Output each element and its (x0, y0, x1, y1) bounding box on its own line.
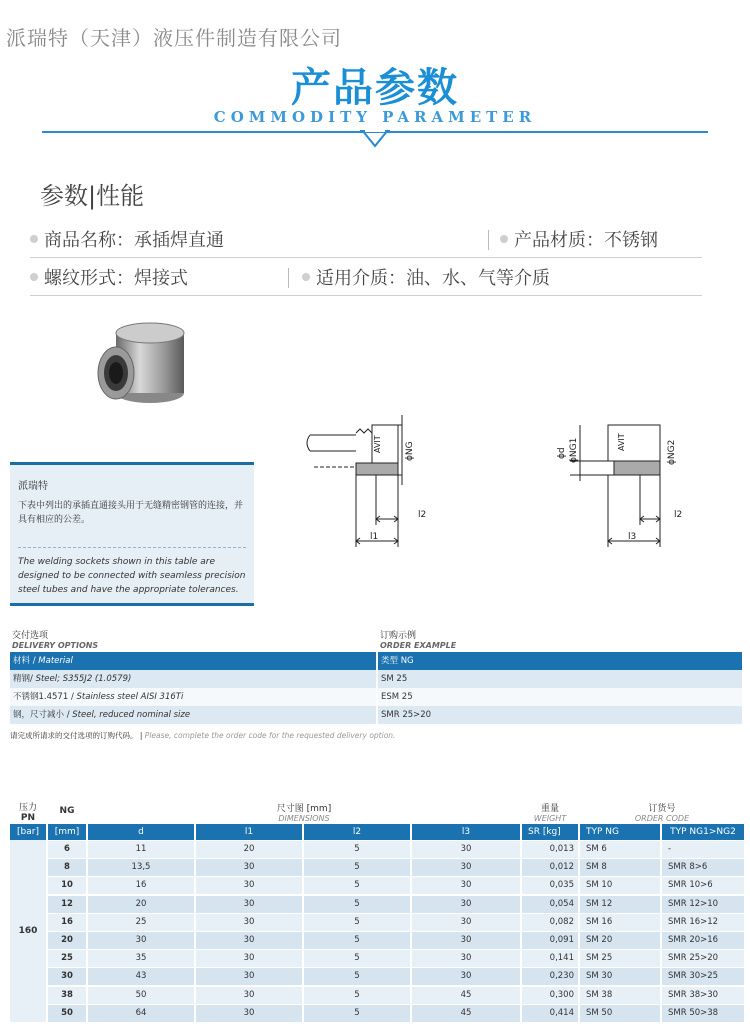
bullet-icon (30, 235, 38, 243)
l1-label: l1 (370, 532, 379, 542)
ng1-label: ϕNG1 (569, 437, 579, 463)
table-cell: 0,414 (522, 1005, 578, 1022)
order-note: 请完成所请求的交付选项的订购代码。 | Please, complete the order code for the requested delivery option. (10, 731, 396, 740)
table-cell: 50 (48, 1005, 86, 1022)
column-header: TYP NG1>NG2 (662, 824, 744, 840)
table-cell: 45 (412, 987, 520, 1004)
table-cell: 5 (304, 841, 410, 858)
table-cell: SM 30 (580, 968, 660, 985)
table-cell: 30 (412, 859, 520, 876)
option-row: 钢，尺寸减小 / Steel, reduced nominal size SMR 25>20 (10, 706, 742, 724)
table-cell: 30 (196, 950, 302, 967)
column-header: [mm] (48, 824, 86, 840)
table-cell: 30 (196, 968, 302, 985)
option-row: 材料 / Material 类型 NG (10, 652, 742, 670)
table-cell: 25 (88, 914, 194, 931)
table-cell: SMR 25>20 (662, 950, 744, 967)
table-cell: 10 (48, 877, 86, 894)
table-cell: 5 (304, 896, 410, 913)
table-cell: 25 (48, 950, 86, 967)
table-cell: 16 (88, 877, 194, 894)
table-cell: 0,091 (522, 932, 578, 949)
table-cell: 5 (304, 1005, 410, 1022)
table-cell: 30 (196, 896, 302, 913)
pn-value: 160 (10, 840, 46, 1022)
page-subtitle: COMMODITY PARAMETER (213, 108, 537, 126)
table-cell: SM 20 (580, 932, 660, 949)
table-cell: 30 (196, 932, 302, 949)
table-cell: 5 (304, 859, 410, 876)
attribute-thread: 螺纹形式：焊接式 (30, 264, 188, 290)
separator (288, 268, 289, 288)
table-cell: 30 (196, 877, 302, 894)
table-cell: 0,300 (522, 987, 578, 1004)
product-photo (80, 318, 190, 408)
weight-header: 重量 WEIGHT (533, 804, 567, 823)
info-text-cn: 下表中列出的承插直通接头用于无缝精密钢管的连接，并具有相应的公差。 (18, 501, 244, 525)
order-example-heading: 订购示例 ORDER EXAMPLE (380, 631, 457, 650)
table-cell: 20 (48, 932, 86, 949)
table-cell: 30 (412, 841, 520, 858)
table-cell: 5 (304, 950, 410, 967)
order-code-header: 订货号 ORDER CODE (634, 804, 690, 823)
table-cell: 0,012 (522, 859, 578, 876)
table-cell: 20 (196, 841, 302, 858)
attribute-medium: 适用介质：油、水、气等介质 (302, 264, 550, 290)
table-cell: 0,082 (522, 914, 578, 931)
table-cell: SM 10 (580, 877, 660, 894)
table-cell: 30 (412, 896, 520, 913)
attribute-material: 产品材质：不锈钢 (500, 226, 658, 252)
chevron-down-icon (360, 126, 390, 154)
column-header: d (88, 824, 194, 840)
table-cell: 30 (412, 932, 520, 949)
table-cell: 0,035 (522, 877, 578, 894)
l3-label: l3 (628, 532, 637, 542)
column-header: TYP NG (580, 824, 660, 840)
table-cell: 5 (304, 914, 410, 931)
info-title: 派瑞特 (18, 481, 48, 492)
table-cell: SMR 16>12 (662, 914, 744, 931)
table-cell: SM 50 (580, 1005, 660, 1022)
table-cell: 5 (304, 987, 410, 1004)
table-cell: 30 (196, 987, 302, 1004)
table-cell: 45 (412, 1005, 520, 1022)
table-cell: 6 (48, 841, 86, 858)
table-cell: 12 (48, 896, 86, 913)
ng2-label: ϕNG2 (667, 439, 677, 465)
info-text-en: The welding sockets shown in this table are designed to be connected with seamless precision steel tubes and have the appropriate tolerances. (18, 557, 246, 595)
table-cell: 30 (196, 1005, 302, 1022)
avit-label: AVIT (617, 433, 626, 451)
table-cell: - (662, 841, 744, 858)
table-cell: SMR 30>25 (662, 968, 744, 985)
table-cell: SMR 38>30 (662, 987, 744, 1004)
table-cell: 0,230 (522, 968, 578, 985)
ng-header: NG (59, 806, 75, 816)
attribute-name: 商品名称：承插焊直通 (30, 226, 224, 252)
table-cell: 35 (88, 950, 194, 967)
table-cell: 5 (304, 968, 410, 985)
table-cell: 20 (88, 896, 194, 913)
table-cell: 50 (88, 987, 194, 1004)
table-cell: SMR 50>38 (662, 1005, 744, 1022)
table-cell: SM 16 (580, 914, 660, 931)
table-cell: 30 (412, 877, 520, 894)
table-cell: SMR 12>10 (662, 896, 744, 913)
bullet-icon (500, 235, 508, 243)
table-cell: 0,013 (522, 841, 578, 858)
pn-header: 压力 PN (18, 803, 37, 823)
column-header: l1 (196, 824, 302, 840)
table-cell: 30 (412, 914, 520, 931)
ng-label: ϕNG (405, 441, 415, 461)
table-cell: 30 (412, 968, 520, 985)
table-cell: 13,5 (88, 859, 194, 876)
table-cell: 0,054 (522, 896, 578, 913)
table-cell: SM 25 (580, 950, 660, 967)
info-box (10, 462, 254, 606)
section-heading: 参数|性能 (40, 182, 145, 210)
table-cell: 30 (88, 932, 194, 949)
column-header: SR [kg] (522, 824, 578, 840)
table-cell: 30 (412, 950, 520, 967)
table-cell: 5 (304, 932, 410, 949)
company-watermark: 派瑞特（天津）液压件制造有限公司 (6, 26, 342, 50)
table-cell: SMR 10>6 (662, 877, 744, 894)
separator (488, 230, 489, 250)
l2-label: l2 (674, 510, 683, 520)
table-cell: 8 (48, 859, 86, 876)
table-cell: 38 (48, 987, 86, 1004)
table-cell: 5 (304, 877, 410, 894)
bullet-icon (302, 273, 310, 281)
table-cell: 30 (196, 914, 302, 931)
page-title: 产品参数 (291, 65, 459, 111)
table-cell: 30 (196, 859, 302, 876)
table-cell: 64 (88, 1005, 194, 1022)
option-row: 精钢/ Steel; S355J2 (1.0579) SM 25 (10, 670, 742, 688)
table-cell: SM 6 (580, 841, 660, 858)
table-cell: SMR 20>16 (662, 932, 744, 949)
table-cell: SM 38 (580, 987, 660, 1004)
attribute-row (30, 260, 702, 296)
table-cell: 0,141 (522, 950, 578, 967)
info-divider (18, 547, 246, 548)
d-label: ϕd (557, 447, 567, 459)
column-header: l3 (412, 824, 520, 840)
socket-drawing-straight (296, 415, 446, 551)
table-cell: SM 12 (580, 896, 660, 913)
dimensions-header: 尺寸图 [mm] DIMENSIONS (276, 804, 332, 823)
socket-drawing-reducing (530, 415, 710, 551)
table-cell: 30 (48, 968, 86, 985)
table-cell: SM 8 (580, 859, 660, 876)
avit-label: AVIT (373, 435, 382, 453)
bullet-icon (30, 273, 38, 281)
l2-label: l2 (418, 510, 427, 520)
option-row: 不锈钢1.4571 / Stainless steel AISI 316Ti ESM 25 (10, 688, 742, 706)
table-cell: 43 (88, 968, 194, 985)
table-cell: SMR 8>6 (662, 859, 744, 876)
column-header: [bar] (10, 824, 46, 840)
delivery-options-heading: 交付选项 DELIVERY OPTIONS (12, 631, 99, 650)
table-cell: 16 (48, 914, 86, 931)
table-cell: 11 (88, 841, 194, 858)
column-header: l2 (304, 824, 410, 840)
attribute-row (30, 222, 702, 258)
